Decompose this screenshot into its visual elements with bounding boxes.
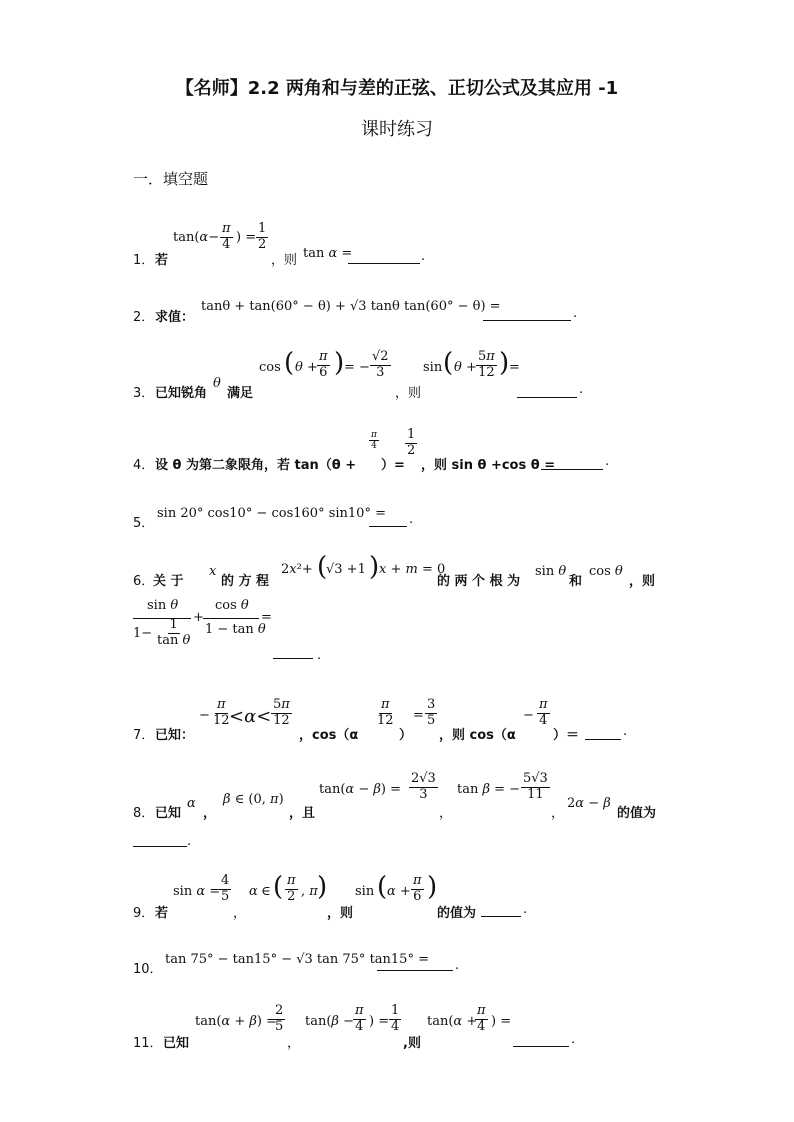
section-heading: 一．填空题 xyxy=(133,170,209,188)
page-title: 【名师】2.2 两角和与差的正弦、正切公式及其应用 -1 xyxy=(175,78,619,99)
page-subtitle: 课时练习 xyxy=(361,119,433,140)
